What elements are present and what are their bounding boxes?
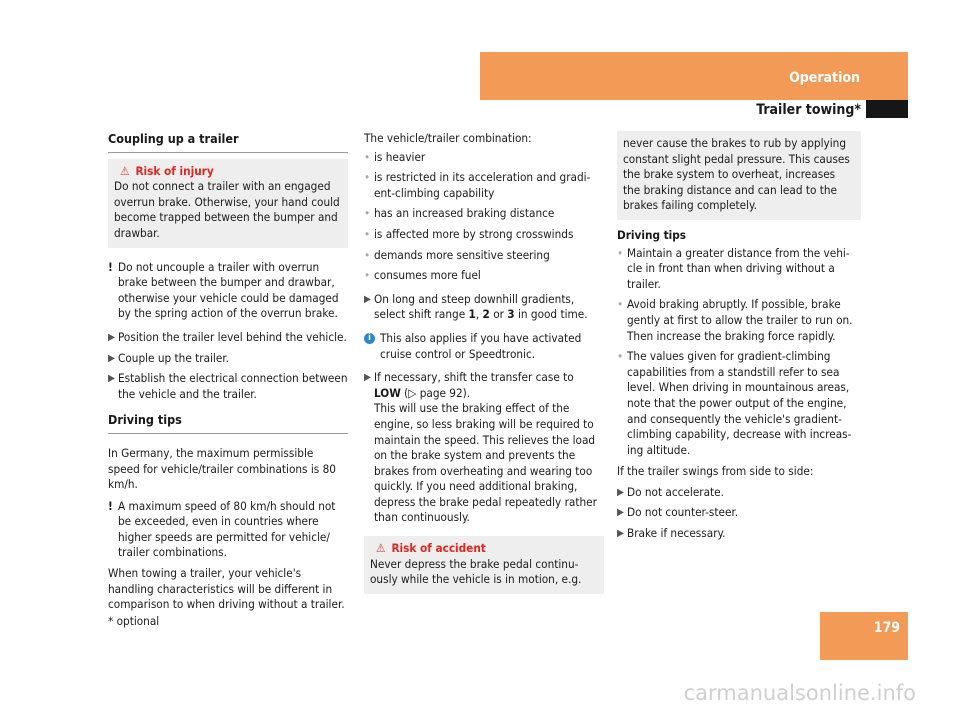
handling-paragraph: When towing a trailer, your vehicle's handling characteristics will be different in comparison to when driving without a trailer.: [108, 566, 345, 612]
exclamation-icon: !: [108, 498, 113, 513]
notice-item: ! A maximum speed of 80 km/h should not be exceeded, even in countries where higher speeds are permitted for vehicle/ trailer combinations.: [108, 498, 336, 560]
combination-intro: The vehicle/trailer combination:: [364, 131, 532, 145]
step-item: ▶ If necessary, shift the transfer case to LOW (▷ page 92). This will use the braking effect of the engine, so less braking will be required to maintain the speed. This relieves the load on the brake system and prevents the brakes from overheating and wearing too quickly. If you need additional braking, depress the brake pedal repeatedly rather than continuously.: [364, 370, 597, 525]
step-arrow-icon: ▶: [617, 507, 624, 519]
speed-paragraph: In Germany, the maximum permissible speed for vehicle/trailer combinations is 80 km/h.: [108, 445, 336, 492]
step-item: ▶ Do not accelerate.: [617, 484, 724, 499]
step-item: ▶ Position the trailer level behind the vehicle.: [108, 329, 347, 344]
bullet-dot: •: [364, 149, 371, 164]
warning-text: never cause the brakes to rub by applying constant slight pedal pressure. This causes the brake system to overheat, increases the braking distance and can lead to the brakes failing completely.: [623, 136, 850, 213]
watermark: carmanualsonline.info: [683, 681, 916, 705]
exclamation-icon: !: [108, 259, 113, 274]
step-arrow-icon: ▶: [617, 528, 624, 540]
bullet-item: • Maintain a greater distance from the vehi- cle in front than when driving without a trailer.: [617, 245, 850, 291]
warning-text: Do not connect a trailer with an engaged overrun brake. Otherwise, your hand could become trapped between the bumper and drawbar.: [114, 179, 340, 240]
step-arrow-icon: ▶: [617, 486, 624, 498]
bullet-dot: •: [364, 226, 371, 241]
section-title: Operation: [789, 70, 860, 86]
bullet-item: • Avoid braking abruptly. If possible, brake gently at first to allow the trailer to run on. Then increase the braking force rapidly.: [617, 297, 853, 343]
driving-tips-subheading: Driving tips: [617, 227, 687, 242]
driving-tips-heading: Driving tips: [108, 412, 348, 434]
info-icon: i: [364, 333, 375, 344]
bullet-item: • demands more sensitive steering: [364, 247, 550, 262]
warning-box-continued: [617, 131, 861, 220]
step-arrow-icon: ▶: [108, 331, 115, 343]
step-item: ▶ Couple up the trailer.: [108, 350, 229, 365]
warning-title: ⚠ Risk of injury: [120, 163, 214, 178]
warning-triangle-icon: ⚠: [120, 163, 130, 178]
bullet-dot: •: [364, 268, 371, 283]
page-number: 179: [873, 620, 900, 636]
warning-box-accident: [364, 536, 604, 594]
bullet-item: • is heavier: [364, 149, 426, 164]
bullet-dot: •: [617, 245, 624, 260]
step-arrow-icon: ▶: [364, 293, 371, 305]
warning-title: ⚠ Risk of accident: [376, 541, 486, 556]
info-item: i This also applies if you have activated cruise control or Speedtronic.: [364, 331, 604, 362]
swing-intro: If the trailer swings from side to side:: [617, 464, 814, 479]
column-3: [617, 131, 861, 547]
bullet-item: • consumes more fuel: [364, 268, 481, 283]
warning-box-injury: [108, 159, 348, 248]
header-marker: [866, 100, 908, 118]
bullet-dot: •: [364, 170, 371, 185]
step-arrow-icon: ▶: [108, 373, 115, 385]
bullet-dot: •: [617, 297, 624, 312]
step-item: ▶ Do not counter-steer.: [617, 505, 739, 520]
footnote: * optional: [108, 614, 160, 628]
coupling-heading: Coupling up a trailer: [108, 131, 348, 153]
step-item: ▶ On long and steep downhill gradients, select shift range 1, 2 or 3 in good time.: [364, 291, 588, 322]
step-item: ▶ Establish the electrical connection between the vehicle and the trailer.: [108, 371, 348, 401]
bullet-item: • is restricted in its acceleration and gradi- ent-climbing capability: [364, 170, 591, 200]
page-title: Trailer towing*: [756, 102, 861, 118]
column-1: [108, 131, 348, 619]
bullet-dot: •: [364, 247, 371, 262]
bullet-item: • The values given for gradient-climbing capabilities from a standstill refer to sea level. When driving in mountainous areas, note that the power output of the engine, and consequently the vehicle's gradient- climbing capability, decrease with increas- ing altitude.: [617, 349, 852, 457]
step-item: ▶ Brake if necessary.: [617, 526, 726, 541]
warning-text: Never depress the brake pedal continu- ously while the vehicle is in motion, e.g.: [370, 556, 582, 587]
step-arrow-icon: ▶: [364, 372, 371, 384]
column-2: [364, 131, 604, 602]
step-arrow-icon: ▶: [108, 352, 115, 364]
notice-item: ! Do not uncouple a trailer with overrun brake between the bumper and drawbar, otherwise your vehicle could be damaged by the spring action of the overrun brake.: [108, 259, 339, 321]
bullet-item: • has an increased braking distance: [364, 206, 555, 221]
bullet-dot: •: [364, 206, 371, 221]
warning-triangle-icon: ⚠: [376, 541, 386, 556]
bullet-item: • is affected more by strong crosswinds: [364, 226, 574, 241]
bullet-dot: •: [617, 349, 624, 364]
